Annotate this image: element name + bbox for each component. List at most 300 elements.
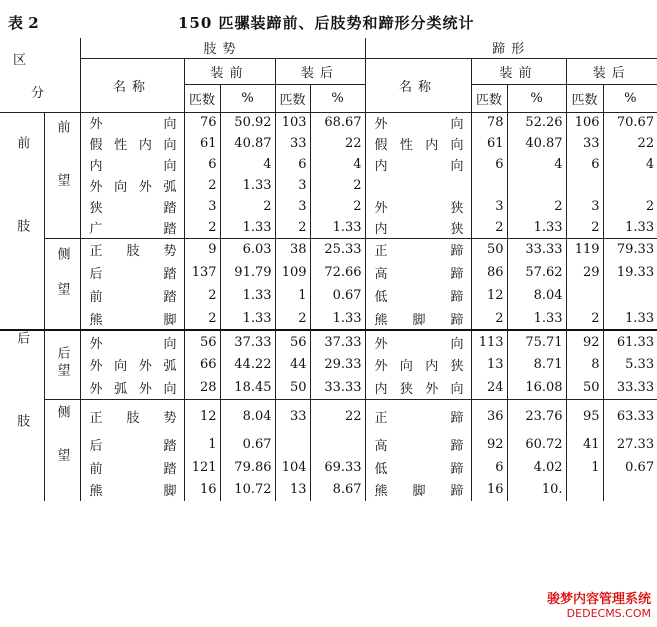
posture-front-count: 6 [184, 154, 220, 175]
posture-name [84, 240, 181, 259]
posture-rear-pct: 72.66 [310, 261, 365, 284]
table-row [0, 154, 657, 175]
hoof-name-char: 外 [374, 117, 388, 133]
hoof-name-char: 狭 [450, 201, 464, 216]
posture-name-char: 向 [163, 381, 177, 397]
hoof-name-char: 内 [374, 159, 388, 174]
posture-name-char: 外 [89, 381, 103, 397]
hoof-rear-count: 92 [566, 330, 603, 353]
subgroup-front-view-text: 前望 [54, 120, 70, 226]
posture-name [84, 480, 181, 499]
posture-name-char: 踏 [163, 267, 177, 282]
header-count: 匹数 [275, 84, 310, 112]
hoof-rear-count: 1 [566, 456, 603, 479]
posture-rear-count: 38 [275, 238, 310, 261]
table-row [0, 376, 657, 399]
hoof-name-char: 向 [450, 138, 464, 153]
header-name-posture: 名称 [80, 58, 184, 112]
hoof-name [369, 240, 468, 259]
hoof-name-cell [365, 112, 471, 133]
hoof-name-char: 内 [425, 138, 439, 153]
posture-front-pct: 10.72 [220, 478, 275, 501]
table-row [0, 330, 657, 353]
hoof-rear-pct [603, 478, 657, 501]
posture-name-char: 踏 [163, 461, 177, 477]
posture-name-char: 势 [163, 410, 177, 426]
table-row [0, 112, 657, 133]
watermark-line2: DEDECMS.COM [566, 607, 651, 620]
hoof-name-cell [365, 175, 471, 196]
posture-rear-pct: 1.33 [310, 307, 365, 330]
posture-rear-pct: 4 [310, 154, 365, 175]
posture-name [84, 134, 181, 153]
table-label: 表 2 [8, 14, 39, 32]
posture-name-char: 外 [89, 180, 103, 195]
posture-front-count: 2 [184, 175, 220, 196]
subgroup-side-view [44, 399, 80, 501]
header-count: 匹数 [471, 84, 507, 112]
posture-name-char: 向 [163, 336, 177, 352]
hoof-front-count: 61 [471, 133, 507, 154]
hoof-name [369, 218, 468, 237]
posture-rear-count: 33 [275, 399, 310, 433]
posture-front-pct: 1.33 [220, 284, 275, 307]
header-count: 匹数 [566, 84, 603, 112]
posture-front-count: 16 [184, 478, 220, 501]
posture-rear-pct: 2 [310, 175, 365, 196]
hoof-front-pct: 57.62 [507, 261, 566, 284]
hoof-rear-pct: 1.33 [603, 307, 657, 330]
table-title: 150 匹骡装蹄前、后肢势和蹄形分类统计 [178, 14, 475, 32]
hoof-name [369, 263, 468, 282]
header-region-b: 分 [31, 85, 45, 101]
hoof-rear-count: 106 [566, 112, 603, 133]
posture-name-char: 正 [89, 410, 103, 426]
hoof-front-pct: 23.76 [507, 399, 566, 433]
hoof-rear-pct: 2 [645, 199, 655, 214]
table-row [0, 456, 657, 479]
posture-front-count: 9 [184, 238, 220, 261]
posture-name-char: 踏 [163, 438, 177, 454]
posture-rear-count: 56 [275, 330, 310, 353]
posture-rear-pct: 0.67 [310, 284, 365, 307]
posture-name-char: 向 [114, 180, 128, 195]
hoof-front-pct: 60.72 [507, 433, 566, 456]
posture-name [84, 333, 181, 352]
hoof-name-cell [365, 154, 471, 175]
hoof-name-cell [365, 399, 471, 433]
hoof-name-char: 内 [425, 359, 439, 374]
hoof-front-count: 2 [471, 307, 507, 330]
header-pct: % [603, 84, 657, 112]
hoof-name-cell [365, 307, 471, 330]
posture-front-pct: 44.22 [220, 353, 275, 376]
hoof-name [369, 333, 468, 352]
hoof-front-pct: 16.08 [507, 376, 566, 399]
header-count: 匹数 [184, 84, 220, 112]
posture-name-char: 弧 [114, 381, 128, 397]
posture-front-count: 2 [184, 284, 220, 307]
hoof-name-cell [365, 261, 471, 284]
posture-name-cell [80, 112, 184, 133]
statistics-table [0, 38, 657, 501]
posture-front-count: 12 [184, 399, 220, 433]
hoof-rear-pct [603, 175, 657, 196]
hoof-name-char: 蹄 [450, 312, 464, 328]
hoof-front-count: 92 [471, 433, 507, 456]
posture-name [84, 407, 181, 426]
hoof-front-count: 24 [471, 376, 507, 399]
posture-front-count: 121 [184, 456, 220, 479]
table-row [0, 399, 657, 433]
posture-rear-count: 109 [275, 261, 310, 284]
header-front-shoe-posture: 装前 [184, 58, 275, 84]
posture-front-pct: 1.33 [220, 307, 275, 330]
hoof-name-char: 外 [374, 359, 388, 374]
group-front-limb [0, 112, 44, 330]
posture-name-char: 向 [163, 159, 177, 174]
table-body [0, 38, 657, 501]
subgroup-side-view-text: 侧望 [54, 246, 70, 317]
hoof-front-count: 36 [471, 399, 507, 433]
hoof-rear-count: 33 [566, 133, 603, 154]
posture-name [84, 113, 181, 132]
posture-rear-count: 50 [275, 376, 310, 399]
posture-rear-count: 103 [275, 112, 310, 133]
hoof-name [369, 134, 468, 153]
posture-rear-pct: 2 [310, 196, 365, 217]
posture-name-char: 外 [89, 117, 103, 133]
hoof-front-count: 86 [471, 261, 507, 284]
subgroup-side-view [44, 238, 80, 330]
header-region [0, 38, 80, 112]
posture-name [84, 435, 181, 454]
posture-name-cell [80, 353, 184, 376]
posture-name-cell [80, 238, 184, 261]
posture-name-char: 肢 [126, 244, 140, 260]
hoof-rear-count: 6 [566, 154, 603, 175]
hoof-front-pct: 33.33 [507, 238, 566, 261]
posture-front-count: 137 [184, 261, 220, 284]
table-row [0, 284, 657, 307]
hoof-name-char: 蹄 [450, 484, 464, 500]
hoof-front-count: 6 [471, 456, 507, 479]
header-rear-shoe-posture: 装后 [275, 58, 365, 84]
hoof-front-count: 50 [471, 238, 507, 261]
posture-name-cell [80, 196, 184, 217]
hoof-name-char: 蹄 [450, 244, 464, 260]
hoof-name-cell [365, 433, 471, 456]
posture-rear-pct: 25.33 [310, 238, 365, 261]
posture-front-pct: 0.67 [220, 433, 275, 456]
posture-name-char: 向 [114, 359, 128, 374]
hoof-name [369, 407, 468, 426]
hoof-rear-pct: 0.67 [625, 459, 655, 475]
hoof-name-char: 高 [374, 267, 388, 282]
posture-front-count: 3 [184, 196, 220, 217]
posture-name-char: 后 [89, 267, 103, 282]
posture-front-count: 2 [184, 307, 220, 330]
table-row [0, 261, 657, 284]
hoof-rear-count: 2 [566, 217, 603, 238]
posture-name [84, 355, 181, 374]
posture-front-pct: 37.33 [220, 330, 275, 353]
hoof-rear-count: 2 [566, 307, 603, 330]
posture-name-char: 向 [163, 117, 177, 133]
posture-name-char: 踏 [163, 201, 177, 216]
hoof-front-pct: 52.26 [507, 112, 566, 133]
table-row [0, 238, 657, 261]
subgroup-front-view [44, 112, 80, 238]
hoof-front-count: 13 [471, 353, 507, 376]
posture-front-pct: 4 [220, 154, 275, 175]
posture-front-pct: 1.33 [220, 175, 275, 196]
hoof-name-char: 脚 [412, 484, 426, 500]
hoof-name-char: 向 [450, 381, 464, 397]
posture-rear-count: 104 [275, 456, 310, 479]
posture-rear-count: 2 [275, 217, 310, 238]
hoof-name-char: 蹄 [450, 438, 464, 454]
posture-name-cell [80, 175, 184, 196]
hoof-rear-pct: 70.67 [616, 115, 655, 131]
posture-name-char: 外 [89, 359, 103, 374]
hoof-name-char: 蹄 [450, 267, 464, 282]
group-front-limb-text: 前肢 [14, 135, 30, 302]
posture-name [84, 309, 181, 328]
hoof-name [369, 378, 468, 397]
hoof-rear-pct: 5.33 [625, 357, 655, 372]
hoof-rear-count: 119 [566, 238, 603, 261]
hoof-front-pct: 8.71 [507, 353, 566, 376]
posture-name-char: 广 [89, 221, 103, 237]
hoof-name-char: 狭 [450, 359, 464, 374]
posture-rear-count: 6 [275, 154, 310, 175]
hoof-front-pct: 75.71 [507, 330, 566, 353]
posture-name [84, 197, 181, 216]
hoof-name-cell [365, 196, 471, 217]
posture-rear-pct: 22 [310, 399, 365, 433]
posture-front-pct: 79.86 [220, 456, 275, 479]
hoof-name-char: 向 [450, 117, 464, 133]
hoof-name-char: 外 [425, 381, 439, 397]
posture-front-pct: 18.45 [220, 376, 275, 399]
hoof-front-count: 12 [471, 284, 507, 307]
posture-name-char: 前 [89, 290, 103, 305]
hoof-name-char: 低 [374, 290, 388, 305]
table-header-line [0, 10, 657, 34]
hoof-name-char: 蹄 [450, 410, 464, 426]
header-row-1 [0, 38, 657, 58]
posture-name-cell [80, 433, 184, 456]
subgroup-side-view-text: 侧望 [54, 405, 70, 492]
posture-name-char: 正 [89, 244, 103, 260]
posture-name-char: 弧 [163, 359, 177, 374]
posture-front-count: 2 [184, 217, 220, 238]
hoof-rear-pct: 61.33 [616, 334, 655, 350]
posture-name [84, 176, 181, 195]
posture-name [84, 458, 181, 477]
posture-rear-count: 13 [275, 478, 310, 501]
hoof-name-cell [365, 217, 471, 238]
hoof-name [369, 435, 468, 454]
hoof-front-count: 113 [471, 330, 507, 353]
posture-name-char: 假 [89, 138, 103, 153]
posture-name-char: 性 [114, 138, 128, 153]
group-rear-limb [0, 330, 44, 501]
posture-name-cell [80, 217, 184, 238]
posture-name-char: 熊 [89, 484, 103, 500]
posture-name-char: 向 [163, 138, 177, 153]
hoof-name [369, 309, 468, 328]
posture-name-cell [80, 284, 184, 307]
hoof-rear-pct: 4 [645, 157, 655, 172]
hoof-rear-count: 8 [566, 353, 603, 376]
hoof-name [369, 155, 468, 174]
hoof-name [369, 197, 468, 216]
group-rear-limb-text: 后肢 [14, 331, 30, 497]
posture-name-cell [80, 133, 184, 154]
hoof-name-cell [365, 284, 471, 307]
hoof-front-count: 6 [471, 154, 507, 175]
header-pct: % [220, 84, 275, 112]
hoof-rear-pct: 1.33 [603, 217, 657, 238]
hoof-rear-pct: 33.33 [603, 376, 657, 399]
posture-rear-count: 44 [275, 353, 310, 376]
header-name-hoof: 名称 [365, 58, 471, 112]
hoof-name-char: 熊 [374, 484, 388, 500]
hoof-name-char: 低 [374, 461, 388, 477]
hoof-name-char: 脚 [412, 312, 426, 328]
hoof-name-char: 假 [374, 138, 388, 153]
hoof-front-pct: 10. [507, 478, 566, 501]
posture-rear-count [275, 433, 310, 456]
hoof-name-char: 向 [450, 159, 464, 174]
hoof-rear-pct [603, 284, 657, 307]
posture-rear-count: 1 [275, 284, 310, 307]
posture-name-char: 脚 [163, 484, 177, 500]
posture-front-count: 76 [184, 112, 220, 133]
hoof-name-char: 向 [399, 359, 413, 374]
hoof-name-cell [365, 238, 471, 261]
hoof-name [369, 286, 468, 305]
hoof-name-char: 内 [374, 221, 388, 237]
hoof-rear-pct: 79.33 [616, 242, 655, 258]
posture-name-char: 外 [138, 180, 152, 195]
hoof-name-char: 性 [399, 138, 413, 153]
hoof-rear-pct: 27.33 [616, 436, 655, 452]
header-front-shoe-hoof: 装前 [471, 58, 566, 84]
header-region-a: 区 [13, 52, 27, 68]
table-row [0, 217, 657, 238]
hoof-front-count: 16 [471, 478, 507, 501]
hoof-name-cell [365, 330, 471, 353]
posture-name-cell [80, 307, 184, 330]
posture-name [84, 155, 181, 174]
header-rear-shoe-hoof: 装后 [566, 58, 657, 84]
hoof-name-cell [365, 133, 471, 154]
posture-rear-count: 33 [275, 133, 310, 154]
posture-front-pct: 6.03 [220, 238, 275, 261]
hoof-rear-count: 95 [566, 399, 603, 433]
header-hoof: 蹄形 [365, 38, 657, 58]
table-row [0, 478, 657, 501]
posture-name-char: 狭 [89, 201, 103, 216]
hoof-front-pct: 1.33 [507, 307, 566, 330]
posture-name [84, 286, 181, 305]
posture-front-pct: 40.87 [220, 133, 275, 154]
hoof-front-pct: 2 [507, 196, 566, 217]
hoof-name [369, 458, 468, 477]
hoof-front-count: 78 [471, 112, 507, 133]
posture-front-count: 28 [184, 376, 220, 399]
watermark [547, 593, 651, 621]
hoof-rear-count: 29 [566, 261, 603, 284]
posture-name-cell [80, 261, 184, 284]
posture-name-char: 外 [89, 336, 103, 352]
posture-name [84, 218, 181, 237]
hoof-name-cell [365, 478, 471, 501]
posture-front-pct: 2 [220, 196, 275, 217]
hoof-name-char: 向 [450, 336, 464, 352]
hoof-name-char: 蹄 [450, 461, 464, 477]
hoof-front-pct: 4 [507, 154, 566, 175]
posture-name-cell [80, 478, 184, 501]
table-row [0, 175, 657, 196]
posture-name-char: 后 [89, 438, 103, 454]
table-row [0, 307, 657, 330]
subgroup-rear-view-text: 后望 [54, 345, 70, 380]
hoof-name-char: 正 [374, 244, 388, 260]
posture-rear-count: 3 [275, 175, 310, 196]
posture-name-char: 肢 [126, 410, 140, 426]
posture-name-char: 弧 [163, 180, 177, 195]
hoof-name-char: 高 [374, 438, 388, 454]
posture-rear-pct: 33.33 [310, 376, 365, 399]
header-row-2 [0, 58, 657, 84]
table-row [0, 133, 657, 154]
posture-rear-pct: 29.33 [310, 353, 365, 376]
posture-name-cell [80, 330, 184, 353]
posture-rear-pct: 68.67 [310, 112, 365, 133]
hoof-name-char: 蹄 [450, 290, 464, 305]
posture-front-count: 56 [184, 330, 220, 353]
hoof-name-cell [365, 456, 471, 479]
posture-name-char: 前 [89, 461, 103, 477]
posture-front-pct: 91.79 [220, 261, 275, 284]
hoof-name-char: 狭 [450, 221, 464, 237]
hoof-front-pct: 40.87 [507, 133, 566, 154]
hoof-rear-pct: 19.33 [616, 265, 655, 280]
hoof-rear-count: 50 [566, 376, 603, 399]
posture-rear-pct [310, 433, 365, 456]
posture-rear-pct: 1.33 [310, 217, 365, 238]
hoof-name [369, 480, 468, 499]
table-row [0, 353, 657, 376]
table-row [0, 196, 657, 217]
hoof-front-count: 2 [471, 217, 507, 238]
hoof-front-count: 3 [471, 196, 507, 217]
posture-rear-count: 3 [275, 196, 310, 217]
hoof-name [369, 113, 468, 132]
header-posture: 肢势 [80, 38, 365, 58]
table-row [0, 433, 657, 456]
hoof-front-count [471, 175, 507, 196]
posture-name-cell [80, 399, 184, 433]
hoof-name-char: 外 [374, 201, 388, 216]
hoof-front-pct [507, 175, 566, 196]
hoof-front-pct: 1.33 [507, 217, 566, 238]
hoof-rear-count: 3 [566, 196, 603, 217]
